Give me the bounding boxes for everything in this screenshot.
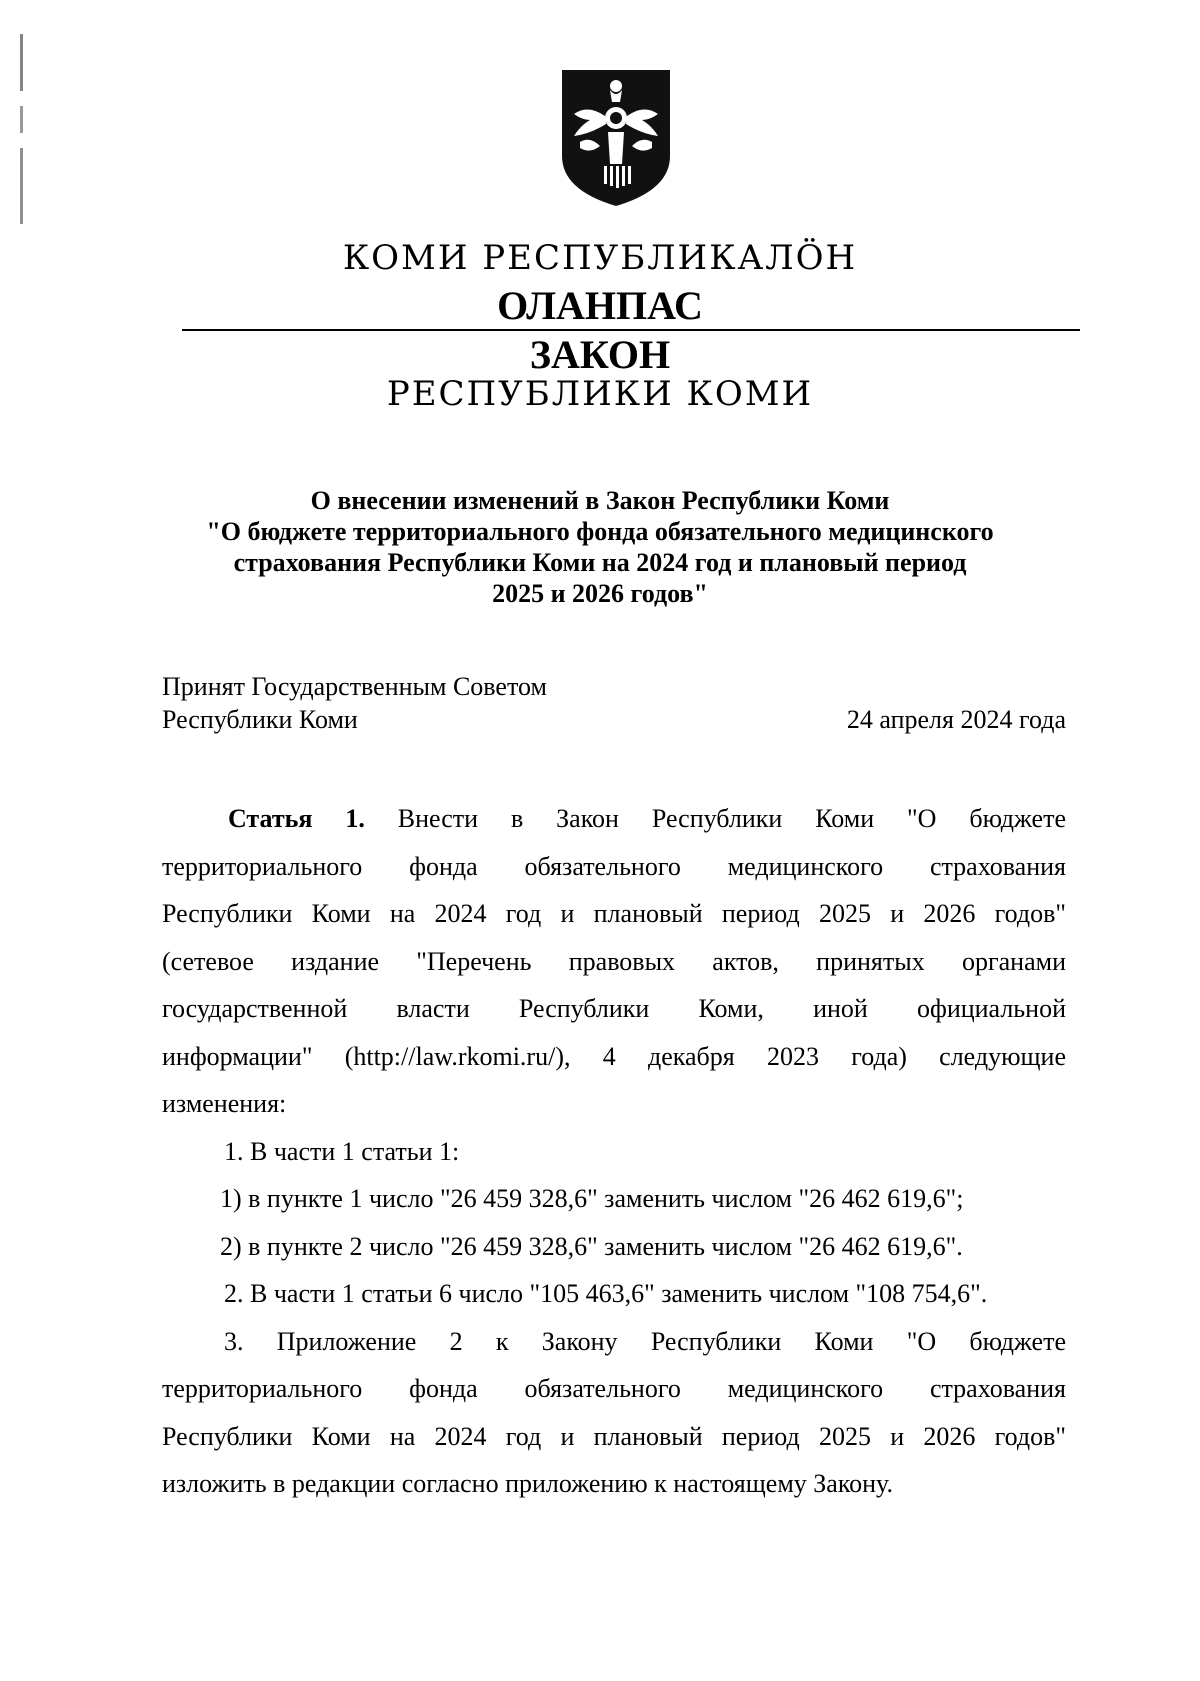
scan-edge-mark	[20, 34, 23, 224]
list-item: 2) в пункте 2 число "26 459 328,6" заменить числом "26 462 619,6".	[220, 1231, 963, 1261]
paragraph-line: Республики Коми на 2024 год и плановый период 2025 и 2026 годов"	[162, 1421, 1066, 1451]
adoption-statement	[162, 670, 547, 736]
list-item: 2. В части 1 статьи 6 число "105 463,6" заменить числом "108 754,6".	[224, 1279, 988, 1308]
law-title-line: страхования Республики Коми на 2024 год и плановый период	[233, 548, 967, 577]
law-title-line: "О бюджете территориального фонда обязательного медицинского	[206, 517, 994, 546]
article-first-line	[162, 795, 1066, 843]
article-label: Статья 1.	[228, 804, 365, 833]
header-olanpas: ОЛАНПАС	[497, 283, 703, 328]
paragraph-line: Республики Коми на 2024 год и плановый период 2025 и 2026 годов"	[162, 899, 1066, 928]
list-item: 1. В части 1 статьи 1:	[224, 1136, 460, 1166]
article-body	[162, 795, 1066, 1508]
paragraph-line: изложить в редакции согласно приложению к настоящему Закону.	[162, 1469, 893, 1498]
header-republic-komi: РЕСПУБЛИКИ КОМИ	[386, 374, 814, 414]
header-komi-republic: КОМИ РЕСПУБЛИКАЛӦН	[342, 238, 858, 278]
paragraph-line: территориального фонда обязательного медицинского страхования	[162, 1374, 1066, 1403]
law-title-line: 2025 и 2026 годов"	[492, 579, 708, 608]
coat-of-arms-emblem	[560, 68, 672, 208]
paragraph-line: 3. Приложение 2 к Закону Республики Коми "О бюджете	[224, 1326, 1066, 1356]
adoption-line: Принят Государственным Советом	[162, 672, 547, 701]
paragraph-line: территориального фонда обязательного медицинского страхования	[162, 851, 1066, 881]
law-title	[150, 485, 1050, 609]
article-intro-start: Внести в Закон Республики Коми "О бюджете	[397, 804, 1066, 833]
header-zakon: ЗАКОН	[529, 332, 671, 377]
law-title-line: О внесении изменений в Закон Республики Коми	[310, 486, 890, 515]
paragraph-line: информации" (http://law.rkomi.ru/), 4 декабря 2023 года) следующие	[162, 1041, 1066, 1071]
paragraph-line: (сетевое издание "Перечень правовых актов, принятых органами	[162, 946, 1066, 976]
adoption-date: 24 апреля 2024 года	[846, 705, 1066, 734]
paragraph-line: государственной власти Республики Коми, иной официальной	[162, 994, 1066, 1023]
list-item: 1) в пункте 1 число "26 459 328,6" заменить числом "26 462 619,6";	[220, 1184, 964, 1213]
paragraph-line: изменения:	[162, 1089, 287, 1118]
adoption-line: Республики Коми	[162, 705, 358, 734]
